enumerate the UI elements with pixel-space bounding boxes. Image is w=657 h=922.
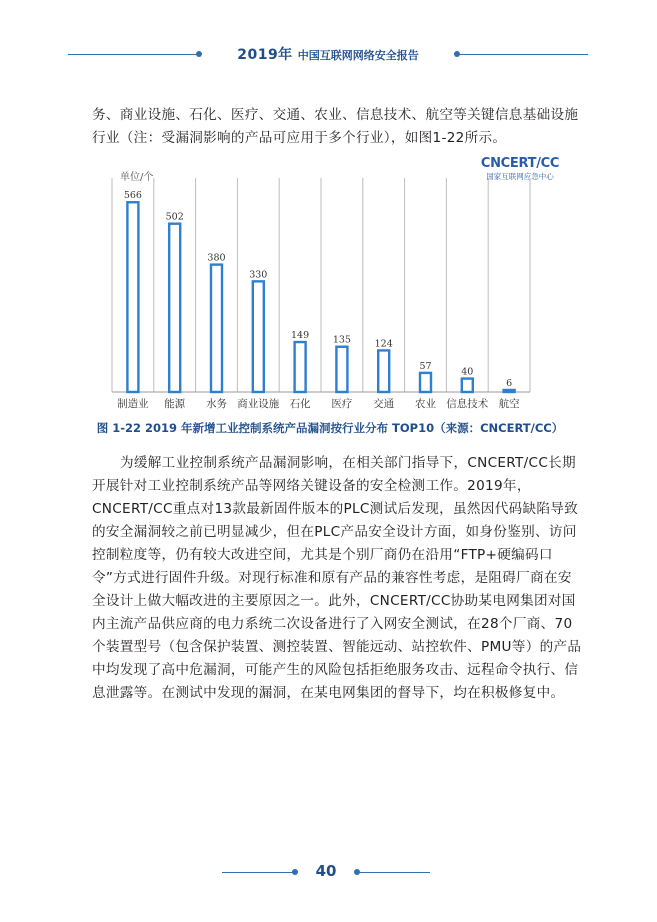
y-axis-unit-label: 单位/个 [120,172,154,183]
bar-能源 [169,224,180,392]
bar-制造业 [127,202,138,392]
category-label: 能源 [164,398,186,410]
data-label: 6 [506,377,513,389]
data-label: 330 [249,269,268,281]
data-label: 566 [123,190,142,202]
category-label: 信息技术 [446,398,489,410]
category-label: 商业设施 [237,398,280,410]
bar-医疗 [336,347,347,392]
chart-canvas [106,164,536,414]
header-year: 2019年 [237,47,293,63]
footer-rule-right [356,872,430,873]
category-label: 航空 [498,398,520,410]
data-label: 502 [165,211,184,223]
page-number: 40 [315,862,337,880]
category-label: 制造业 [117,398,149,410]
data-label: 57 [419,360,432,372]
body-paragraph-1: 务、商业设施、石化、医疗、交通、农业、信息技术、航空等关键信息基础设施行业（注：受漏洞影响的产品可应用于多个行业），如图1-22所示。 [92,107,579,146]
bar-水务 [211,265,222,392]
bar-石化 [295,342,306,392]
bar-交通 [378,350,389,392]
figure-caption: 图 1-22 2019 年新增工业控制系统产品漏洞按行业分布 TOP10（来源：CNCERT/CC） [96,421,564,435]
footer-rule-left [222,872,296,873]
header-rule-right [456,54,588,55]
header-report-title: 中国互联网网络安全报告 [297,49,419,62]
bar-信息技术 [462,379,473,392]
bar-chart [106,164,536,414]
data-label: 380 [207,252,226,264]
category-label: 水务 [206,398,227,410]
category-label: 农业 [415,398,436,410]
category-label: 石化 [289,398,311,410]
bar-航空 [504,390,515,392]
header-rule-left [68,54,200,55]
bar-商业设施 [253,281,264,392]
category-label: 医疗 [331,398,353,410]
bar-农业 [420,373,431,392]
data-label: 40 [461,366,474,378]
data-label: 149 [291,330,310,342]
data-label: 135 [332,334,351,346]
data-label: 124 [374,338,393,350]
body-paragraph-2: 为缓解工业控制系统产品漏洞影响，在相关部门指导下，CNCERT/CC长期开展针对工业控制系统产品等网络关键设备的安全检测工作。2019年，CNCERT/CC重点对13款最新固件版本的PLC测试后发现，虽然因代码缺陷导致的安全漏洞较之前已明显减少，但在PLC产品安全设计方面，如身份鉴别、访问控制粒度等，仍有较大改进空间，尤其是个别厂商仍在沿用“FTP+硬编码口令”方式进行固件升级。对现行标准和原有产品的兼容性考虑，是阻碍厂商在安全设计上做大幅改进的主要原因之一。此外，CNCERT/CC协助某电网集团对国内主流产品供应商的电力系统二次设备进行了入网安全测试，在28个厂商、70个装置型号（包含保护装置、测控装置、智能远动、站控软件、PMU等）的产品中均发现了高中危漏洞，可能产生的风险包括拒绝服务攻击、远程命令执行、信息泄露等。在测试中发现的漏洞，在某电网集团的督导下，均在积极修复中。 [92,455,582,701]
header-title [200,44,456,64]
category-label: 交通 [373,398,395,410]
logo-subtitle: 国家互联网应急中心 [486,172,554,181]
logo-name: CNCERT/CC [480,156,560,171]
